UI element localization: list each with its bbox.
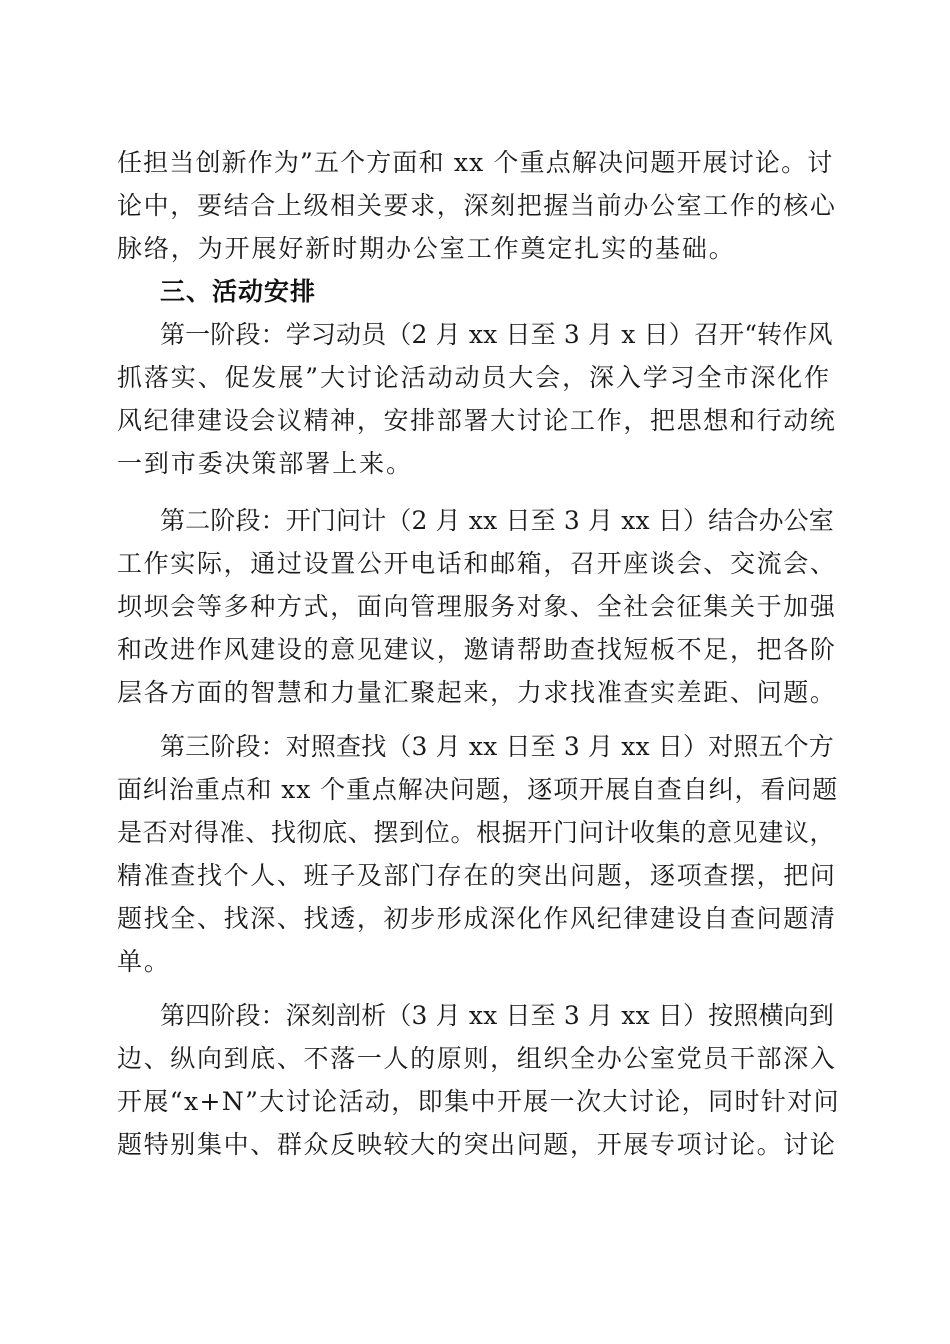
- paragraph-line: 抓落实、促发展”大讨论活动动员大会，深入学习全市深化作: [117, 363, 832, 392]
- paragraph-line: 坝坝会等多种方式，面向管理服务对象、全社会征集关于加强: [117, 592, 837, 621]
- paragraph-line: 第一阶段：学习动员（2 月 xx 日至 3 月 x 日）召开“转作风: [160, 320, 833, 349]
- paragraph-line: 开展“x+N”大讨论活动，即集中开展一次大讨论，同时针对问: [117, 1087, 841, 1116]
- paragraph-line: 面纠治重点和 xx 个重点解决问题，逐项开展自查自纠，看问题: [117, 775, 839, 804]
- paragraph-line: 精准查找个人、班子及部门存在的突出问题，逐项查摆，把问: [117, 861, 837, 890]
- paragraph-line: 和改进作风建设的意见建议，邀请帮助查找短板不足，把各阶: [117, 635, 837, 664]
- paragraph-line: 工作实际，通过设置公开电话和邮箱，召开座谈会、交流会、: [117, 549, 837, 578]
- paragraph-line: 第三阶段：对照查找（3 月 xx 日至 3 月 xx 日）对照五个方: [160, 732, 834, 761]
- paragraph-line: 题找全、找深、找透，初步形成深化作风纪律建设自查问题清: [117, 904, 837, 933]
- paragraph-line: 第二阶段：开门问计（2 月 xx 日至 3 月 xx 日）结合办公室: [160, 506, 834, 535]
- paragraph-line: 是否对得准、找彻底、摆到位。根据开门问计收集的意见建议，: [117, 818, 836, 847]
- paragraph-line: 层各方面的智慧和力量汇聚起来，力求找准查实差距、问题。: [117, 678, 837, 707]
- paragraph-line: 边、纵向到底、不落一人的原则，组织全办公室党员干部深入: [117, 1044, 837, 1073]
- paragraph-line: 第四阶段：深刻剖析（3 月 xx 日至 3 月 xx 日）按照横向到: [160, 1001, 834, 1030]
- section-heading: 三、活动安排: [160, 277, 317, 306]
- paragraph-line: 风纪律建设会议精神，安排部署大讨论工作，把思想和行动统: [117, 406, 837, 435]
- paragraph-line: 任担当创新作为”五个方面和 xx 个重点解决问题开展讨论。讨: [117, 148, 834, 177]
- paragraph-line: 一到市委决策部署上来。: [117, 449, 413, 478]
- paragraph-line: 论中，要结合上级相关要求，深刻把握当前办公室工作的核心: [117, 191, 837, 220]
- paragraph-line: 脉络，为开展好新时期办公室工作奠定扎实的基础。: [117, 234, 736, 263]
- paragraph-line: 单。: [117, 947, 171, 976]
- paragraph-line: 题特别集中、群众反映较大的突出问题，开展专项讨论。讨论: [117, 1130, 837, 1159]
